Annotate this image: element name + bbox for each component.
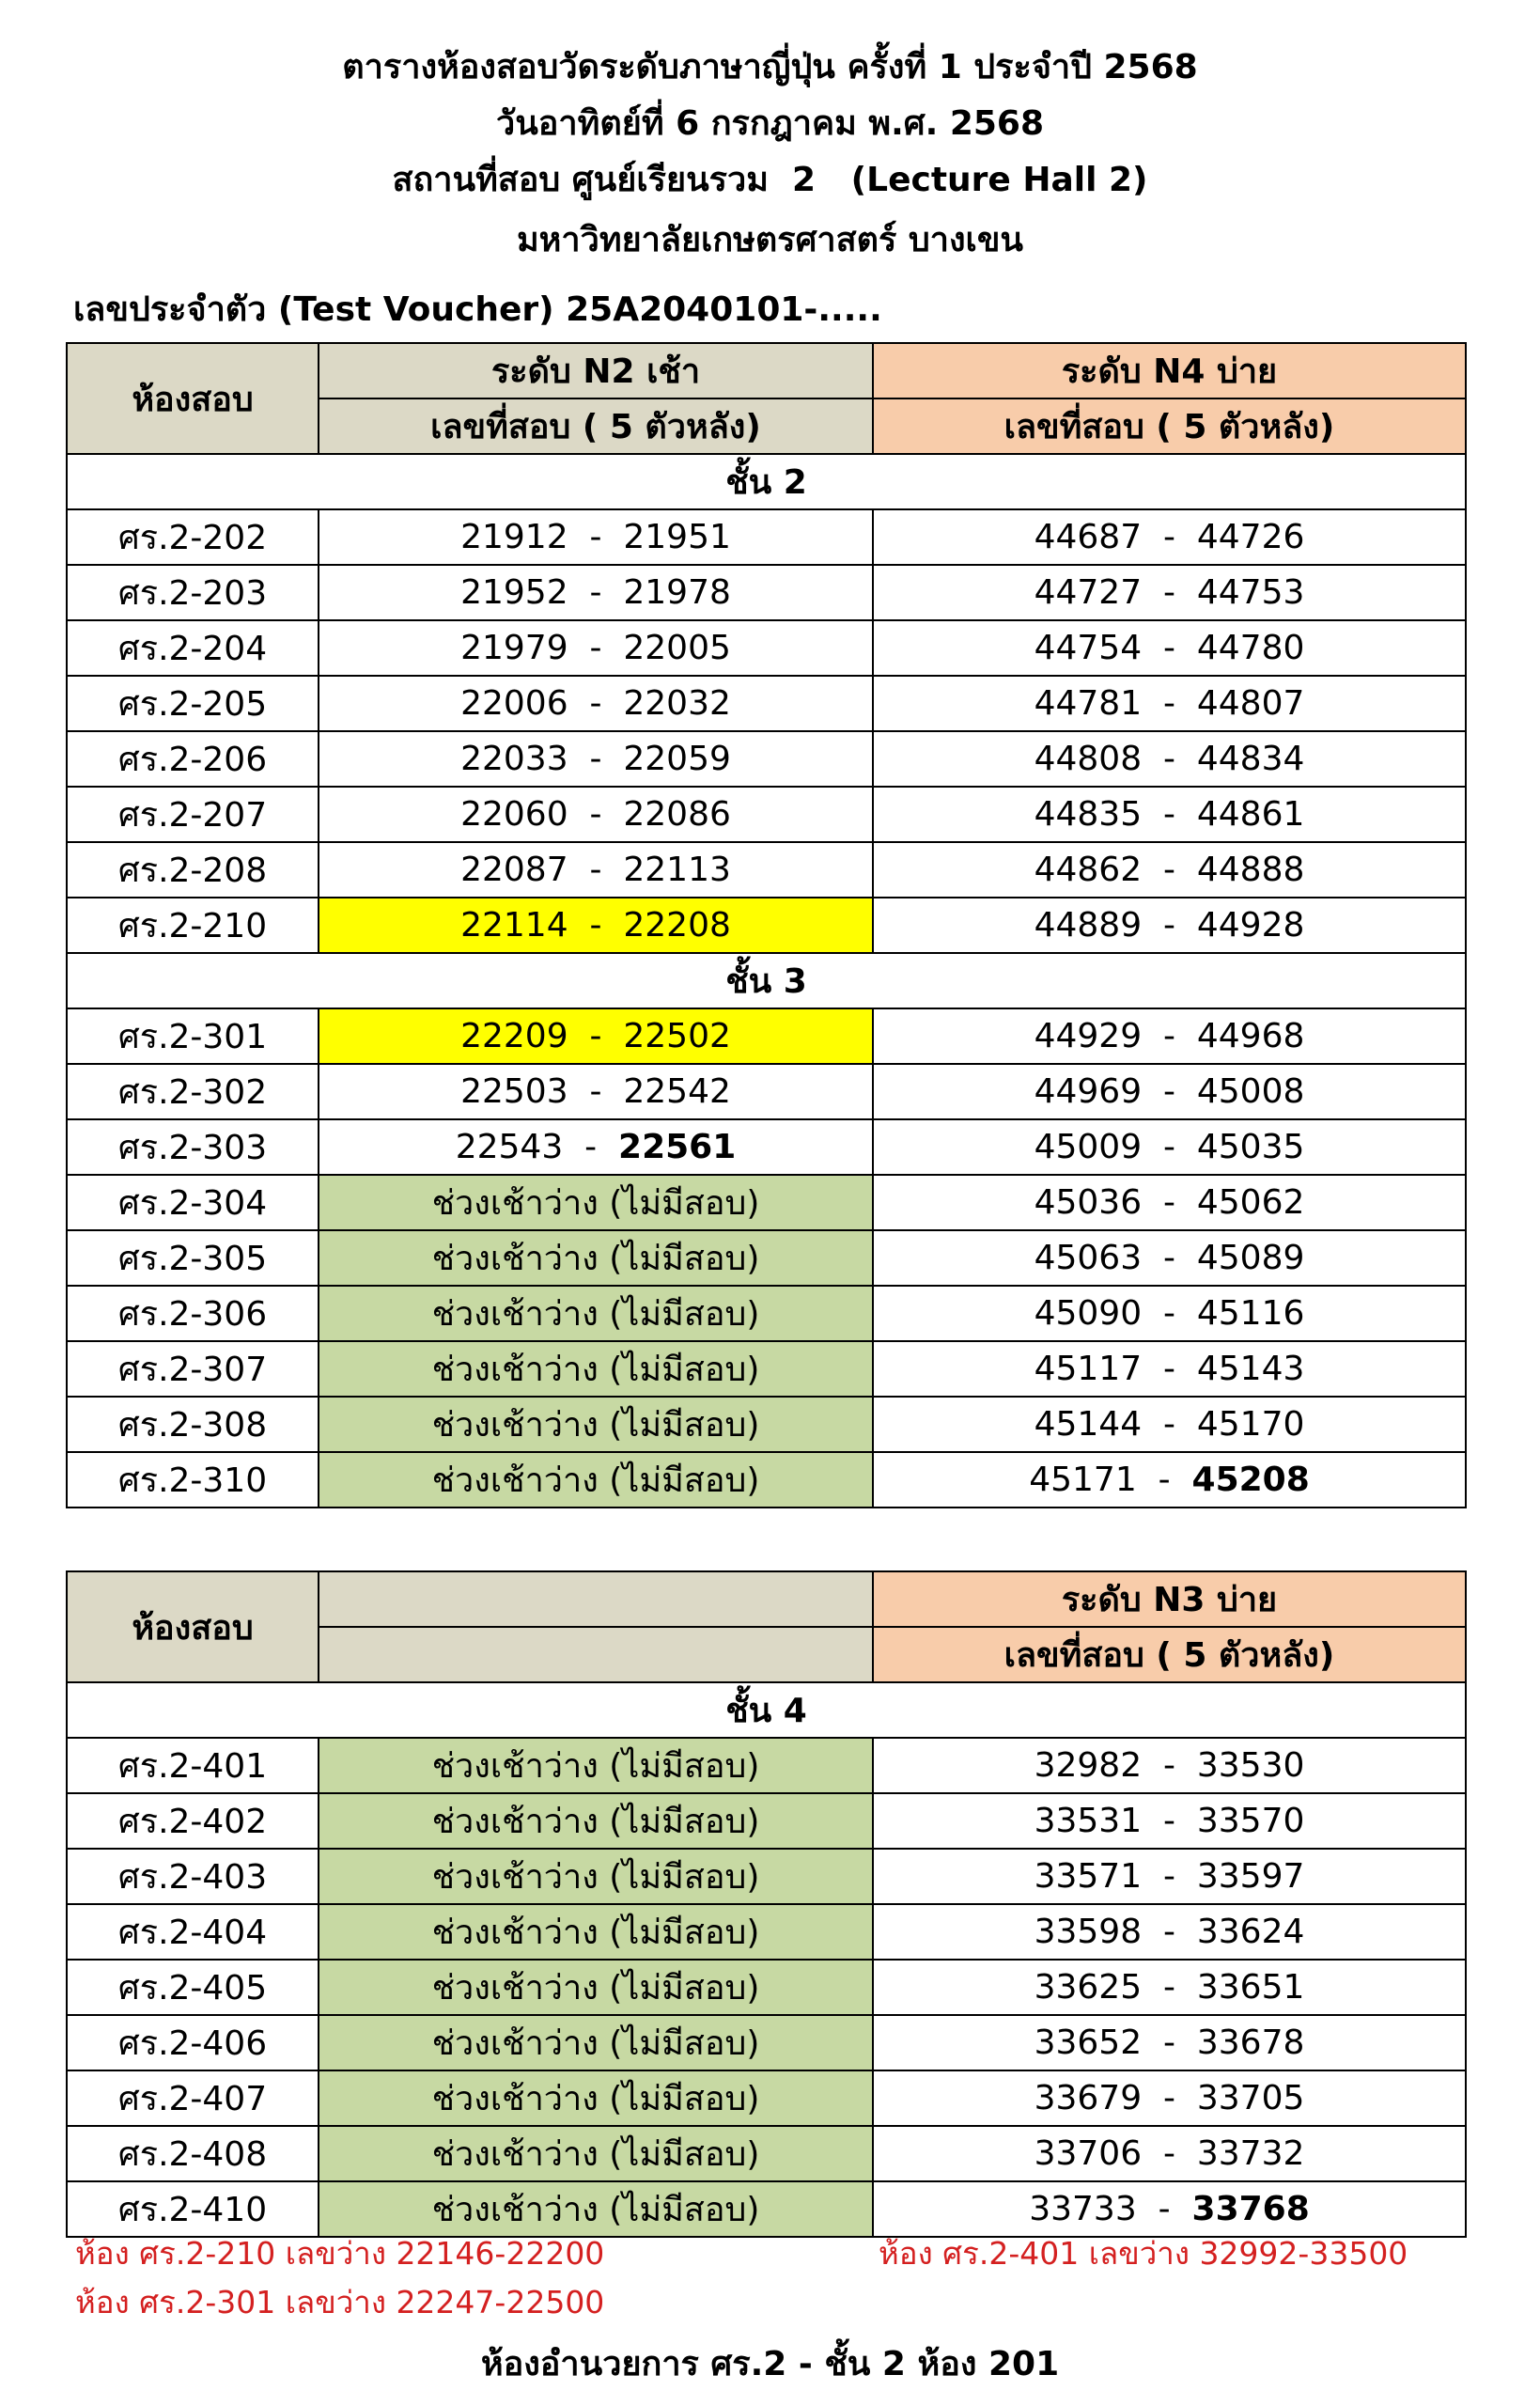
table-row [67,2126,1466,2181]
table-row [67,842,1466,898]
range-from: 45036 [1034,1183,1143,1222]
range-to: 33570 [1196,1802,1305,1840]
range-to: 22086 [623,795,731,834]
range-separator: - [1142,1239,1197,1277]
range-from: 22033 [460,740,568,778]
n4-range [873,842,1466,898]
table-row [67,1849,1466,1904]
range-to: 45116 [1196,1294,1305,1333]
n3-range [873,1738,1466,1793]
range-from: 44889 [1034,906,1143,945]
range-to: 33597 [1196,1857,1305,1896]
room-cell: ศร.2-407 [67,2070,319,2126]
floor-row [67,1682,1466,1738]
range-to: 33678 [1196,2023,1305,2062]
room-cell: ศร.2-406 [67,2015,319,2070]
range-from: 45144 [1034,1405,1143,1444]
no-morning-exam: ช่วงเช้าว่าง (ไม่มีสอบ) [319,2070,873,2126]
no-morning-exam: ช่วงเช้าว่าง (ไม่มีสอบ) [319,1960,873,2015]
range-from: 33733 [1029,2190,1137,2228]
range-to: 33705 [1196,2079,1305,2117]
n4-range [873,1064,1466,1119]
blank-subheader [319,1627,873,1682]
range-to: 44753 [1196,573,1305,612]
table-row [67,1064,1466,1119]
n2-range [319,787,873,842]
table-row [67,2015,1466,2070]
range-to: 33624 [1196,1913,1305,1951]
range-separator: - [1142,1857,1197,1896]
floor-row [67,454,1466,509]
table-row [67,787,1466,842]
range-from: 44808 [1034,740,1143,778]
n3-subheader: เลขที่สอบ ( 5 ตัวหลัง) [873,1627,1466,1682]
range-from: 33679 [1034,2079,1143,2117]
table-row [67,1175,1466,1230]
range-separator: - [568,1017,624,1055]
range-to: 33732 [1196,2134,1305,2173]
room-cell: ศร.2-306 [67,1286,319,1341]
range-separator: - [1142,1405,1197,1444]
n4-range [873,620,1466,676]
range-from: 22060 [460,795,568,834]
range-to: 44968 [1196,1017,1305,1055]
range-from: 44687 [1034,518,1143,556]
range-to: 22561 [618,1128,737,1166]
n4-range [873,1341,1466,1397]
range-from: 44754 [1034,629,1143,667]
n3-range [873,2181,1466,2237]
range-from: 32982 [1034,1746,1143,1785]
n2-range [319,565,873,620]
table-row [67,1397,1466,1452]
range-to: 33530 [1196,1746,1305,1785]
range-to: 44726 [1196,518,1305,556]
schedule-table-n2-n4 [66,342,1467,1508]
range-separator: - [1142,629,1197,667]
range-to: 45035 [1196,1128,1305,1166]
range-from: 33706 [1034,2134,1143,2173]
table-row [67,1008,1466,1064]
room-cell: ศร.2-402 [67,1793,319,1849]
n4-range [873,1286,1466,1341]
range-to: 45089 [1196,1239,1305,1277]
range-from: 44835 [1034,795,1143,834]
n2-subheader: เลขที่สอบ ( 5 ตัวหลัง) [319,398,873,454]
range-from: 33625 [1034,1968,1143,2007]
table-row [67,1119,1466,1175]
test-voucher-label: เลขประจำตัว (Test Voucher) 25A2040101-..... [73,290,882,329]
range-separator: - [1136,2190,1192,2228]
range-separator: - [1142,1072,1197,1111]
n4-range [873,1008,1466,1064]
n2-range [319,1119,873,1175]
range-from: 45063 [1034,1239,1143,1277]
n3-header: ระดับ N3 บ่าย [873,1571,1466,1627]
vacant-note-301: ห้อง ศร.2-301 เลขว่าง 22247-22500 [75,2284,605,2320]
title-line-1: ตารางห้องสอบวัดระดับภาษาญี่ปุ่น ครั้งที่ 1 ประจำปี 2568 [342,48,1198,86]
n4-range [873,1397,1466,1452]
floor-label: ชั้น 4 [67,1682,1466,1738]
range-separator: - [568,629,624,667]
range-separator: - [1142,906,1197,945]
range-from: 22209 [460,1017,568,1055]
room-cell: ศร.2-202 [67,509,319,565]
table-row [67,565,1466,620]
room-cell: ศร.2-310 [67,1452,319,1508]
vacant-note-401: ห้อง ศร.2-401 เลขว่าง 32992-33500 [879,2235,1408,2272]
range-to: 22032 [623,684,731,723]
range-from: 22543 [455,1128,564,1166]
range-from: 22503 [460,1072,568,1111]
room-cell: ศร.2-305 [67,1230,319,1286]
floor-row [67,953,1466,1008]
range-to: 44780 [1196,629,1305,667]
no-morning-exam: ช่วงเช้าว่าง (ไม่มีสอบ) [319,2015,873,2070]
range-separator: - [1142,1017,1197,1055]
room-cell: ศร.2-404 [67,1904,319,1960]
range-separator: - [1142,740,1197,778]
range-separator: - [568,851,624,889]
n4-range [873,898,1466,953]
range-separator: - [568,684,624,723]
table-row [67,2070,1466,2126]
range-separator: - [1142,851,1197,889]
floor-label: ชั้น 3 [67,953,1466,1008]
no-morning-exam: ช่วงเช้าว่าง (ไม่มีสอบ) [319,2126,873,2181]
range-to: 44928 [1196,906,1305,945]
range-separator: - [1142,1183,1197,1222]
range-to: 22208 [623,906,731,945]
range-from: 44727 [1034,573,1143,612]
no-morning-exam: ช่วงเช้าว่าง (ไม่มีสอบ) [319,1230,873,1286]
room-cell: ศร.2-207 [67,787,319,842]
n2-range [319,842,873,898]
range-to: 22502 [623,1017,731,1055]
n3-range [873,1793,1466,1849]
table-row [67,1341,1466,1397]
n2-range [319,1008,873,1064]
table-row [67,2181,1466,2237]
range-separator: - [1142,2023,1197,2062]
range-from: 44969 [1034,1072,1143,1111]
range-separator: - [1142,1294,1197,1333]
table-row [67,898,1466,953]
n3-range [873,2070,1466,2126]
range-separator: - [1142,1128,1197,1166]
range-to: 44834 [1196,740,1305,778]
range-from: 33598 [1034,1913,1143,1951]
table-row [67,1230,1466,1286]
n4-range [873,565,1466,620]
table-row [67,509,1466,565]
n3-range [873,2015,1466,2070]
vacant-note-210: ห้อง ศร.2-210 เลขว่าง 22146-22200 [75,2235,605,2272]
no-morning-exam: ช่วงเช้าว่าง (ไม่มีสอบ) [319,1286,873,1341]
range-to: 44888 [1196,851,1305,889]
range-from: 22087 [460,851,568,889]
room-cell: ศร.2-205 [67,676,319,731]
range-separator: - [1142,518,1197,556]
range-separator: - [568,795,624,834]
range-to: 22542 [623,1072,731,1111]
range-separator: - [1142,684,1197,723]
schedule-table-n3 [66,1570,1467,2238]
room-cell: ศร.2-308 [67,1397,319,1452]
room-cell: ศร.2-408 [67,2126,319,2181]
n3-range [873,1960,1466,2015]
range-separator: - [1142,2134,1197,2173]
range-from: 21912 [460,518,568,556]
range-to: 22005 [623,629,731,667]
range-separator: - [1142,1968,1197,2007]
no-morning-exam: ช่วงเช้าว่าง (ไม่มีสอบ) [319,1793,873,1849]
range-separator: - [1142,1802,1197,1840]
n4-range [873,1230,1466,1286]
range-separator: - [1142,1746,1197,1785]
n4-range [873,1175,1466,1230]
range-separator: - [568,518,624,556]
range-to: 45208 [1191,1461,1310,1499]
range-from: 22006 [460,684,568,723]
n4-range [873,509,1466,565]
room-cell: ศร.2-304 [67,1175,319,1230]
range-from: 45117 [1034,1350,1143,1388]
n3-range [873,1849,1466,1904]
n2-range [319,509,873,565]
room-cell: ศร.2-203 [67,565,319,620]
no-morning-exam: ช่วงเช้าว่าง (ไม่มีสอบ) [319,1175,873,1230]
range-from: 44862 [1034,851,1143,889]
range-to: 45062 [1196,1183,1305,1222]
room-cell: ศร.2-307 [67,1341,319,1397]
range-from: 45171 [1029,1461,1137,1499]
range-separator: - [1136,1461,1192,1499]
table-row [67,676,1466,731]
n3-range [873,1904,1466,1960]
range-to: 45170 [1196,1405,1305,1444]
range-from: 33531 [1034,1802,1143,1840]
n2-header: ระดับ N2 เช้า [319,343,873,398]
n3-range [873,2126,1466,2181]
n4-range [873,787,1466,842]
range-to: 33768 [1191,2190,1310,2228]
room-cell: ศร.2-204 [67,620,319,676]
table-row [67,1738,1466,1793]
range-separator: - [563,1128,619,1166]
range-to: 21978 [623,573,731,612]
no-morning-exam: ช่วงเช้าว่าง (ไม่มีสอบ) [319,1849,873,1904]
room-header: ห้องสอบ [67,343,319,454]
footer-office-note: ห้องอำนวยการ ศร.2 - ชั้น 2 ห้อง 201 [480,2345,1060,2383]
no-morning-exam: ช่วงเช้าว่าง (ไม่มีสอบ) [319,1738,873,1793]
range-to: 22059 [623,740,731,778]
range-separator: - [568,906,624,945]
range-to: 44861 [1196,795,1305,834]
table-row [67,731,1466,787]
range-from: 33652 [1034,2023,1143,2062]
no-morning-exam: ช่วงเช้าว่าง (ไม่มีสอบ) [319,1904,873,1960]
n2-range [319,620,873,676]
range-separator: - [1142,795,1197,834]
range-to: 33651 [1196,1968,1305,2007]
n4-range [873,1119,1466,1175]
range-separator: - [1142,1350,1197,1388]
range-separator: - [1142,2079,1197,2117]
n2-range [319,898,873,953]
range-to: 44807 [1196,684,1305,723]
room-cell: ศร.2-301 [67,1008,319,1064]
range-from: 45009 [1034,1128,1143,1166]
room-cell: ศร.2-302 [67,1064,319,1119]
table-row [67,1904,1466,1960]
title-line-3: สถานที่สอบ ศูนย์เรียนรวม 2 (Lecture Hall 2) [392,161,1148,199]
range-to: 45008 [1196,1072,1305,1111]
n4-range [873,1452,1466,1508]
n4-range [873,676,1466,731]
title-line-4: มหาวิทยาลัยเกษตรศาสตร์ บางเขน [516,221,1024,259]
range-separator: - [1142,1913,1197,1951]
room-header: ห้องสอบ [67,1571,319,1682]
n4-range [873,731,1466,787]
title-line-2: วันอาทิตย์ที่ 6 กรกฎาคม พ.ศ. 2568 [495,104,1045,143]
range-from: 45090 [1034,1294,1143,1333]
range-from: 21952 [460,573,568,612]
range-separator: - [568,1072,624,1111]
room-cell: ศร.2-410 [67,2181,319,2237]
range-to: 45143 [1196,1350,1305,1388]
no-morning-exam: ช่วงเช้าว่าง (ไม่มีสอบ) [319,2181,873,2237]
table-row [67,1960,1466,2015]
range-from: 21979 [460,629,568,667]
range-separator: - [568,573,624,612]
room-cell: ศร.2-206 [67,731,319,787]
blank-header [319,1571,873,1627]
table-row [67,1286,1466,1341]
table-row [67,620,1466,676]
floor-label: ชั้น 2 [67,454,1466,509]
room-cell: ศร.2-403 [67,1849,319,1904]
room-cell: ศร.2-210 [67,898,319,953]
range-to: 22113 [623,851,731,889]
range-separator: - [1142,573,1197,612]
no-morning-exam: ช่วงเช้าว่าง (ไม่มีสอบ) [319,1397,873,1452]
n2-range [319,731,873,787]
range-to: 21951 [623,518,731,556]
table-row [67,1793,1466,1849]
room-cell: ศร.2-405 [67,1960,319,2015]
range-from: 33571 [1034,1857,1143,1896]
table-row [67,1452,1466,1508]
no-morning-exam: ช่วงเช้าว่าง (ไม่มีสอบ) [319,1452,873,1508]
n2-range [319,676,873,731]
n4-subheader: เลขที่สอบ ( 5 ตัวหลัง) [873,398,1466,454]
n2-range [319,1064,873,1119]
room-cell: ศร.2-401 [67,1738,319,1793]
room-cell: ศร.2-208 [67,842,319,898]
range-from: 22114 [460,906,568,945]
room-cell: ศร.2-303 [67,1119,319,1175]
n4-header: ระดับ N4 บ่าย [873,343,1466,398]
range-separator: - [568,740,624,778]
range-from: 44781 [1034,684,1143,723]
no-morning-exam: ช่วงเช้าว่าง (ไม่มีสอบ) [319,1341,873,1397]
range-from: 44929 [1034,1017,1143,1055]
